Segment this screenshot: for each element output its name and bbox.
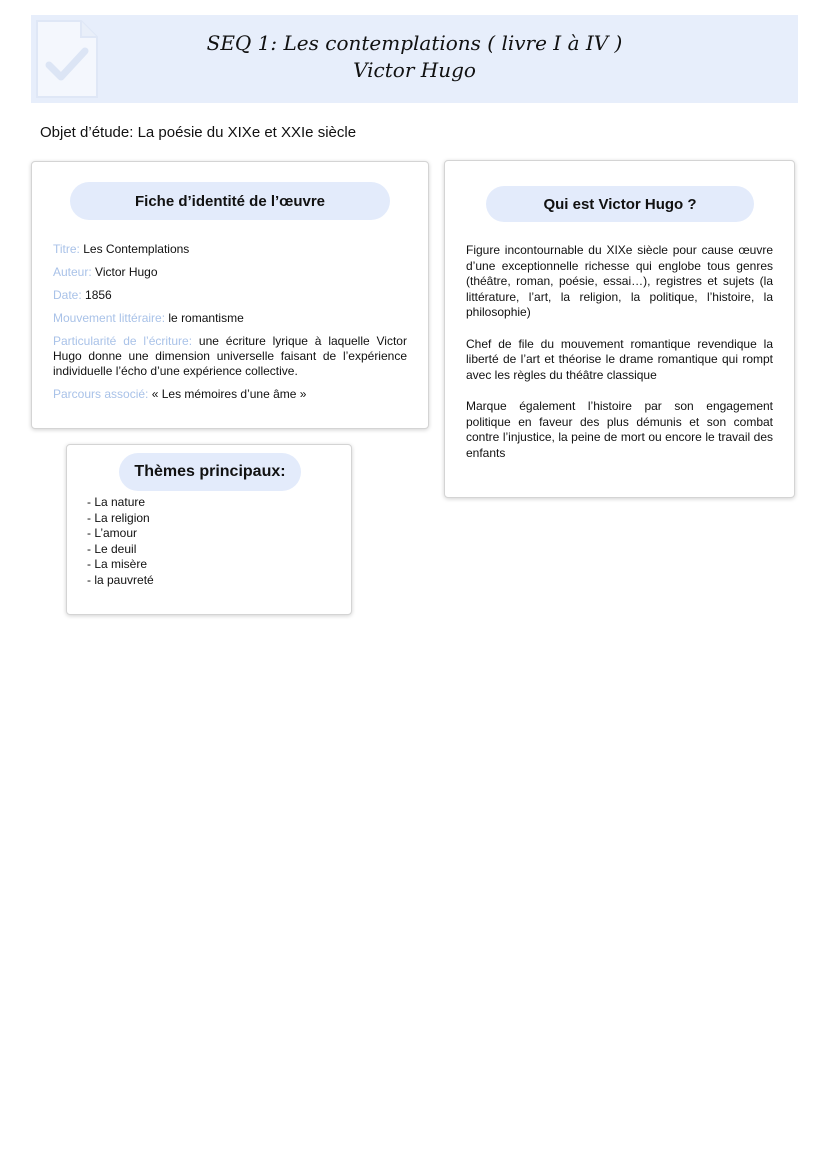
field-value: le romantisme [168, 311, 244, 325]
title-line-1: SEQ 1: Les contemplations ( livre I à IV ) [206, 31, 623, 55]
field-value: Les Contemplations [83, 242, 190, 256]
field-movement [53, 311, 407, 326]
list-item: - la pauvreté [87, 572, 154, 587]
identity-heading: Fiche d’identité de l’œuvre [70, 182, 390, 220]
identity-fields [53, 242, 407, 410]
field-label: Titre: [53, 242, 80, 256]
field-label: Particularité de l’écriture: [53, 334, 193, 348]
list-item: - La nature [87, 495, 146, 509]
themes-heading: Thèmes principaux: [119, 453, 301, 491]
field-value: « Les mémoires d’une âme » [151, 387, 307, 401]
themes-list [87, 495, 154, 588]
field-label: Auteur: [53, 265, 92, 279]
title-line-2: Victor Hugo [353, 58, 476, 82]
subject-line: Objet d’étude: La poésie du XIXe et XXIe siècle [40, 124, 357, 141]
list-item: - La misère [87, 557, 148, 571]
field-title [53, 242, 407, 257]
field-parcours [53, 387, 407, 402]
field-date [53, 288, 407, 303]
field-value: 1856 [85, 288, 112, 302]
list-item: - La religion [87, 510, 150, 525]
list-item: - Le deuil [87, 541, 137, 556]
page-title [31, 30, 798, 84]
header-banner [31, 15, 798, 103]
bio-paragraph: Figure incontournable du XIXe siècle pour cause œuvre d’une exceptionnelle richesse qui englobe tous genres (théâtre, roman, poésie, essai…), registres et sujets (la littérature, l’art, la religion, la politique, l’histoire, la philosophie) [466, 243, 773, 319]
themes-card [66, 444, 352, 615]
bio-heading: Qui est Victor Hugo ? [486, 186, 754, 222]
field-label: Mouvement littéraire: [53, 311, 166, 325]
field-value: une écriture lyrique à laquelle Victor Hugo donne une dimension universelle faisant de l’expérience individuelle l’écho d’une expérience collective. [53, 334, 407, 378]
bio-card [444, 160, 795, 498]
field-value: Victor Hugo [95, 265, 158, 279]
field-label: Parcours associé: [53, 387, 149, 401]
bio-text [466, 243, 773, 477]
field-label: Date: [53, 288, 82, 302]
field-author [53, 265, 407, 280]
bio-paragraph: Chef de file du mouvement romantique revendique la liberté de l’art et théorise le drame romantique qui rompt avec les règles du théâtre classique [466, 336, 773, 382]
bio-paragraph: Marque également l’histoire par son engagement politique en faveur des plus démunis et son combat contre l’injustice, la peine de mort ou encore le travail des enfants [466, 399, 773, 460]
field-writing [53, 334, 407, 379]
list-item: - L’amour [87, 526, 138, 540]
identity-card [31, 161, 429, 429]
